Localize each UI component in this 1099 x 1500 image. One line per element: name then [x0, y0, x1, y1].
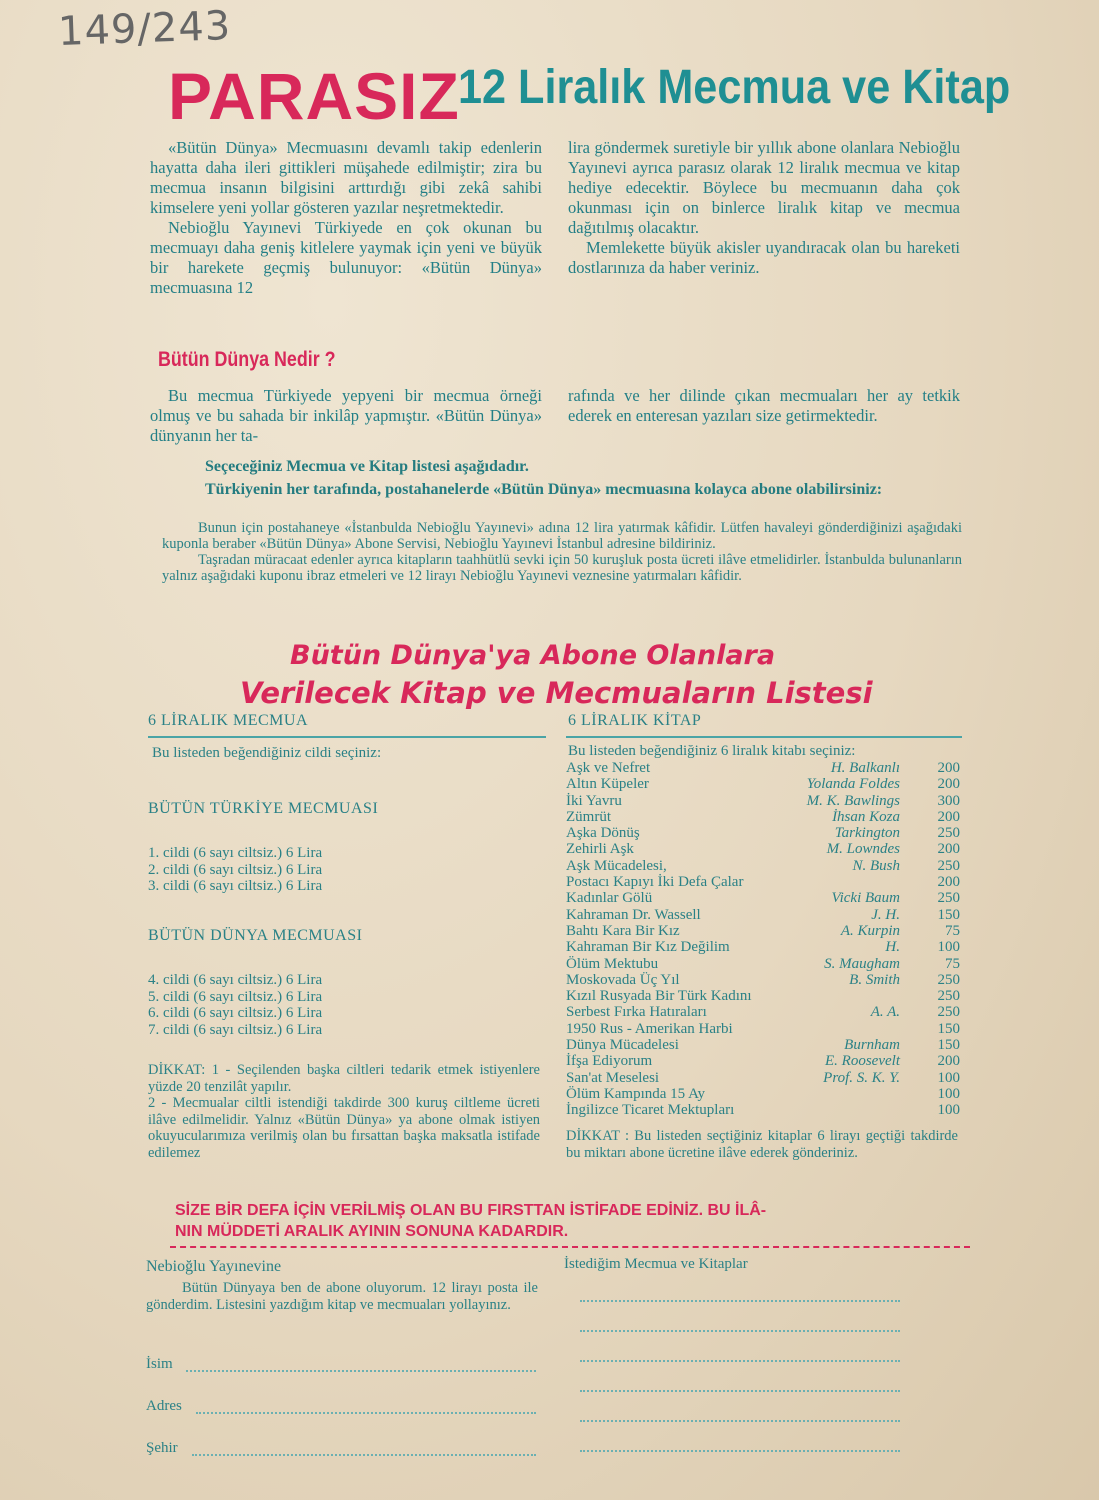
book-author	[750, 1021, 900, 1037]
handwritten-note: 149/243	[57, 2, 232, 56]
banner-line1: Bütün Dünya'ya Abone Olanlara	[290, 640, 776, 671]
book-title: İngilizce Ticaret Mektupları	[566, 1102, 735, 1119]
book-price: 250	[937, 825, 960, 842]
book-title: Kahraman Dr. Wassell	[566, 906, 701, 923]
book-row	[566, 858, 960, 874]
book-row	[566, 1102, 960, 1118]
book-row	[566, 956, 960, 972]
book-row	[566, 890, 960, 906]
name-label: İsim	[146, 1356, 173, 1372]
book-row	[566, 907, 960, 923]
book-row	[566, 1086, 960, 1102]
book-author: B. Smith	[849, 971, 900, 988]
book-price: 250	[937, 971, 960, 988]
book-price: 100	[937, 1069, 960, 1086]
book-author: N. Bush	[852, 857, 900, 874]
magazine-group1-list	[148, 845, 322, 895]
coupon-body	[146, 1280, 538, 1314]
subscribe-line: Türkiyenin her tarafında, postahanelerde «Bütün Dünya» mecmuasına kolayca abone olabilirsiniz:	[205, 481, 883, 498]
what-left-column	[150, 386, 542, 446]
intro-left-p2: Nebioğlu Yayınevi Türkiyede en çok okunan bu mecmuayı daha geniş kitlelere yaymak için yeni ve büyük bir harekete geçmiş bulunuyor: «Bütün Dünya» mecmuasına 12	[150, 218, 542, 297]
coupon-cut-line	[170, 1246, 970, 1248]
book-row	[566, 1037, 960, 1053]
book-row	[566, 923, 960, 939]
book-row	[566, 1070, 960, 1086]
magazine-notes	[148, 1062, 540, 1161]
deadline-warning-line2: NIN MÜDDETİ ARALIK AYININ SONUNA KADARDIR.	[175, 1223, 569, 1240]
book-price: 200	[937, 841, 960, 858]
book-author: Tarkington	[834, 825, 900, 842]
book-author	[750, 874, 900, 890]
book-row	[566, 809, 960, 825]
book-title: Aşka Dönüş	[566, 825, 640, 842]
section-title-what: Bütün Dünya Nedir ?	[158, 348, 336, 371]
book-title: Ölüm Mektubu	[566, 955, 659, 972]
book-price: 100	[937, 1102, 960, 1119]
book-author: A. A.	[870, 1004, 900, 1021]
book-title: Aşk Mücadelesi,	[566, 857, 667, 874]
book-title: Moskovada Üç Yıl	[566, 971, 680, 988]
book-title: Aşk ve Nefret	[566, 760, 651, 776]
magazine-column-rule	[148, 736, 546, 738]
book-row	[566, 793, 960, 809]
coupon-body-text: Bütün Dünyaya ben de abone oluyorum. 12 lirayı posta ile gönderdim. Listesini yazdığım kitap ve mecmuaları yollayınız.	[146, 1280, 538, 1313]
book-title: Serbest Fırka Hatıraları	[566, 1004, 707, 1021]
book-hint: Bu listeden beğendiğiniz 6 liralık kitabı seçiniz:	[568, 743, 856, 759]
list-item: 6. cildi (6 sayı ciltsiz.) 6 Lira	[148, 1005, 323, 1021]
book-row	[566, 939, 960, 955]
book-title: Ölüm Kampında 15 Ay	[566, 1085, 706, 1102]
book-title: İfşa Ediyorum	[566, 1053, 653, 1070]
book-row	[566, 825, 960, 841]
intro-right-p1: lira göndermek suretiyle bir yıllık abone olanlara Nebioğlu Yayınevi ayrıca parasız olarak 12 liralık mecmua ve kitap hediye edecektir. Böylece bu mecmuanın daha çok okunması için on binlerce liralık kitap ve mecmua dağıtılmış olacaktır.	[568, 138, 960, 237]
intro-left-p1: «Bütün Dünya» Mecmuasını devamlı takip edenlerin hayatta daha ileri gittikleri müşahede edilmiştir; zira bu mecmua insanın bilgisini arttırdığı gibi zekâ sahibi kimselere yeni yollar gösteren yazılar neşretmektedir.	[150, 138, 542, 217]
magazine-hint: Bu listeden beğendiğiniz cildi seçiniz:	[152, 745, 382, 761]
book-title: Bahtı Kara Bir Kız	[566, 922, 680, 939]
book-author: H. Balkanlı	[830, 760, 900, 776]
book-author: H.	[885, 939, 900, 956]
instructions-p2: Taşradan müracaat edenler ayrıca kitapların taahhütlü sevki için 50 kuruşluk posta ücreti ilâve etmelidirler. İstanbulda bulunanların yalnız aşağıdaki kuponu ibraz etmeleri ve 12 lirayı Nebioğlu Yayınevi veznesine yatırmaları kâfidir.	[162, 552, 962, 584]
coupon-request-title: İstediğim Mecmua ve Kitaplar	[564, 1256, 748, 1272]
book-title: Altın Küpeler	[566, 776, 649, 793]
book-price: 100	[937, 939, 960, 956]
book-price: 200	[937, 760, 960, 776]
book-price: 75	[945, 922, 960, 939]
magazine-group2-list	[148, 972, 322, 1038]
book-row	[566, 874, 960, 890]
book-title: San'at Meselesi	[566, 1069, 660, 1086]
city-field[interactable]	[192, 1454, 536, 1456]
book-price: 250	[937, 1004, 960, 1021]
headline-offer: 12 Liralık Mecmua ve Kitap	[458, 61, 1011, 114]
request-line[interactable]	[580, 1390, 900, 1392]
intro-left-column	[150, 138, 542, 298]
magazine-note1: DİKKAT: 1 - Seçilenden başka ciltleri tedarik etmek istiyenlere yüzde 20 tenzilât yapılır.	[148, 1062, 540, 1095]
book-price: 200	[937, 808, 960, 825]
book-price: 150	[937, 1020, 960, 1037]
request-line[interactable]	[580, 1300, 900, 1302]
instructions-p1: Bunun için postahaneye «İstanbulda Nebioğlu Yayınevi» adına 12 lira yatırmak kâfidir. Lütfen havaleyi gönderdiğinizi aşağıdaki kuponla beraber «Bütün Dünya» Abone Servisi, Nebioğlu Yayınevi İstanbul adresine bildiriniz.	[162, 520, 962, 552]
address-label: Adres	[146, 1398, 182, 1414]
book-title: Kahraman Bir Kız Değilim	[566, 939, 730, 956]
request-line[interactable]	[580, 1450, 900, 1452]
book-author: J. H.	[871, 906, 900, 923]
list-intro: Seçeceğiniz Mecmua ve Kitap listesi aşağıdadır.	[205, 458, 529, 475]
book-row	[566, 988, 960, 1004]
book-title: Kızıl Rusyada Bir Türk Kadını	[566, 988, 752, 1005]
book-row	[566, 760, 960, 776]
book-title: Kadınlar Gölü	[566, 890, 653, 907]
magazine-group1-title: BÜTÜN TÜRKİYE MECMUASI	[148, 800, 379, 817]
book-price: 250	[937, 988, 960, 1005]
book-price: 250	[937, 857, 960, 874]
magazine-group2-title: BÜTÜN DÜNYA MECMUASI	[148, 927, 363, 944]
book-row	[566, 1021, 960, 1037]
banner-line2: Verilecek Kitap ve Mecmuaların Listesi	[240, 676, 873, 710]
list-item: 1. cildi (6 sayı ciltsiz.) 6 Lira	[148, 845, 323, 861]
request-line[interactable]	[580, 1360, 900, 1362]
book-column-rule	[566, 736, 962, 738]
book-title: Zehirli Aşk	[566, 841, 634, 858]
intro-right-p2: Memlekette büyük akisler uyandıracak olan bu hareketi dostlarınıza da haber veriniz.	[568, 238, 960, 277]
list-item: 4. cildi (6 sayı ciltsiz.) 6 Lira	[148, 972, 323, 988]
book-author	[750, 1102, 900, 1118]
deadline-warning-line1: SİZE BİR DEFA İÇİN VERİLMİŞ OLAN BU FIRSTTAN İSTİFADE EDİNİZ. BU İLÂ-	[175, 1202, 767, 1219]
book-price: 150	[937, 1037, 960, 1054]
book-price: 200	[937, 1053, 960, 1070]
magazine-column-title: 6 LİRALIK MECMUA	[148, 712, 308, 729]
book-title: 1950 Rus - Amerikan Harbi	[566, 1020, 733, 1037]
book-author: M. K. Bawlings	[806, 792, 900, 809]
book-author: M. Lowndes	[826, 841, 900, 858]
book-author: E. Roosevelt	[825, 1053, 900, 1070]
book-price: 250	[937, 890, 960, 907]
headline-free: PARASIZ	[168, 59, 460, 133]
list-item: 3. cildi (6 sayı ciltsiz.) 6 Lira	[148, 878, 323, 894]
name-field[interactable]	[186, 1370, 536, 1372]
book-row	[566, 776, 960, 792]
book-price: 75	[945, 955, 960, 972]
book-price: 150	[937, 906, 960, 923]
book-title: Postacı Kapıyı İki Defa Çalar	[566, 874, 744, 891]
book-price: 200	[937, 776, 960, 793]
what-right-text: rafında ve her dilinde çıkan mecmuaları her ay tetkik ederek en enteresan yazıları size getirmektedir.	[568, 386, 960, 425]
coupon-recipient: Nebioğlu Yayınevine	[146, 1258, 282, 1275]
book-author: S. Maugham	[824, 955, 900, 972]
book-price: 200	[937, 874, 960, 891]
deadline-warning	[175, 1200, 965, 1242]
list-item: 7. cildi (6 sayı ciltsiz.) 6 Lira	[148, 1021, 323, 1038]
magazine-note2: 2 - Mecmualar ciltli istendiği takdirde 300 kuruş ciltleme ücreti ilâve edilmelidir. Yalnız «Bütün Dünya» ya abone olmak istiyen okuyucularımıza verilmiş olan bu fırsattan başka maksatla istifade edilemez	[148, 1095, 540, 1161]
book-author: A. Kurpin	[840, 922, 900, 939]
book-author: Burnham	[844, 1037, 900, 1054]
book-title: İki Yavru	[566, 792, 622, 809]
list-item: 2. cildi (6 sayı ciltsiz.) 6 Lira	[148, 861, 323, 878]
intro-right-column	[568, 138, 960, 278]
book-price: 100	[937, 1085, 960, 1102]
book-row	[566, 972, 960, 988]
book-title: Dünya Mücadelesi	[566, 1037, 679, 1054]
book-author	[750, 1086, 900, 1102]
instructions-text	[162, 520, 962, 584]
book-note: DİKKAT : Bu listeden seçtiğiniz kitaplar 6 lirayı geçtiği takdirde bu miktarı abone ücretine ilâve ederek gönderiniz.	[566, 1128, 958, 1161]
request-line[interactable]	[580, 1330, 900, 1332]
book-row	[566, 841, 960, 857]
list-item: 5. cildi (6 sayı ciltsiz.) 6 Lira	[148, 988, 323, 1005]
city-label: Şehir	[146, 1440, 178, 1456]
book-author: Yolanda Foldes	[806, 776, 900, 793]
book-author: Vicki Baum	[831, 890, 900, 907]
request-line[interactable]	[580, 1420, 900, 1422]
book-title: Zümrüt	[566, 808, 611, 825]
book-author	[752, 988, 901, 1004]
book-column-title: 6 LİRALIK KİTAP	[568, 712, 702, 729]
book-row	[566, 1004, 960, 1020]
book-price: 300	[937, 792, 960, 809]
book-list	[566, 760, 960, 1119]
what-left-text: Bu mecmua Türkiyede yepyeni bir mecmua örneği olmuş ve bu sahada bir inkilâp yapmıştır. «Bütün Dünya» dünyanın her ta-	[150, 386, 542, 445]
book-author: Prof. S. K. Y.	[823, 1069, 900, 1086]
book-author: İhsan Koza	[832, 808, 900, 825]
book-row	[566, 1053, 960, 1069]
address-field[interactable]	[196, 1412, 536, 1414]
what-right-column	[568, 386, 960, 426]
